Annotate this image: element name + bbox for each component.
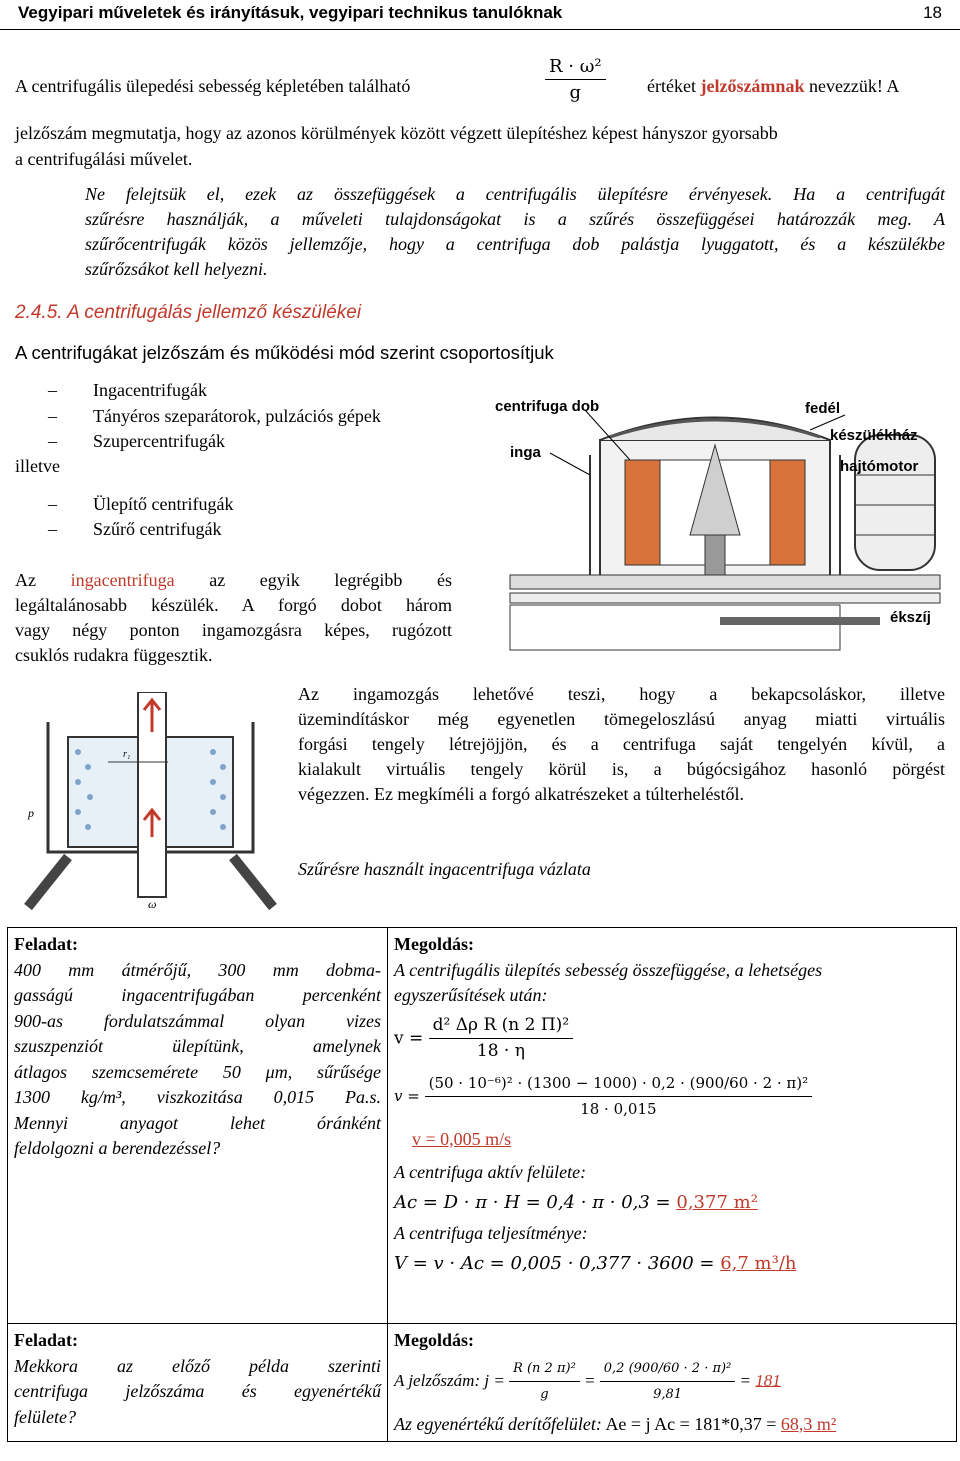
- list-connector: illetve: [15, 456, 60, 476]
- task1-text: 400 mm átmérőjű, 300 mm dobma- gasságú ingacentrifugában percenként 900-as fordulatszámmal olyan vizes szuszpenziót ülepítünk, amelynek átlagos szemcsemérete 50 μm, sűrűsége 1300 kg/m³, viszkozitása 0,015 Pa.s. Mennyi anyagot lehet óránként feldolgozni a berendezéssel?: [14, 959, 381, 1158]
- task1-cell: [8, 928, 388, 1324]
- result-velocity: v = 0,005 m/s: [412, 1128, 512, 1149]
- solution2-label: Megoldás:: [394, 1330, 474, 1350]
- performance-label: A centrifuga teljesítménye:: [394, 1223, 588, 1243]
- note-block: [85, 182, 945, 282]
- label-ekszij: ékszíj: [890, 609, 931, 626]
- label-dob: centrifuga dob: [495, 398, 600, 415]
- performance-formula: V = v · Ac = 0,005 · 0,377 · 3600 = 6,7 m³/h: [394, 1252, 797, 1274]
- label-fedel: fedél: [805, 400, 841, 417]
- page-header: [0, 0, 960, 30]
- list-item: – Ülepítő centrifugák: [48, 494, 234, 514]
- intro-line1: [15, 52, 945, 103]
- intro-text-mid: értéket jelzőszámnak nevezzük! A: [647, 76, 900, 96]
- jelzoszam-formula: A jelzőszám: j = $\frac{\text{R (n 2 π)²}}{g}$ = $\frac{\text{0,2 (900/60 · 2 · π)²}}{9,81}$ = 181: [394, 1356, 950, 1408]
- intro-fraction-den: g: [569, 82, 582, 103]
- centrifuge-figure: [490, 385, 955, 655]
- label-haz: készülékház: [830, 427, 918, 444]
- note-line: szűrésre használják, a műveleti tulajdonságokat is a szűrés összefüggései határozzák meg. A: [85, 209, 945, 229]
- task1-label: Feladat:: [14, 934, 78, 954]
- intro-line2: jelzőszám megmutatja, hogy az azonos körülmények között végzett ülepítéshez képest hányszor gyorsabb: [15, 123, 778, 143]
- task2-label: Feladat:: [14, 1330, 78, 1350]
- keyword-ingacentrifuga: ingacentrifuga: [70, 570, 175, 590]
- task2-cell: [8, 1324, 388, 1442]
- formula-velocity: v = $\frac{\text{d² Δρ R (n 2 Π)²}}{18 \cdot \eta}$: [394, 1013, 950, 1065]
- intro-fraction-num: R · ω²: [545, 54, 606, 80]
- page-number: 18: [923, 3, 942, 22]
- task-table: [7, 927, 957, 1442]
- intro-text-start: A centrifugális ülepedési sebesség képletében található: [15, 76, 411, 96]
- header-title: Vegyipari műveletek és irányításuk, vegyipari technikus tanulóknak: [18, 3, 563, 22]
- label-r: r₁: [123, 749, 131, 760]
- solution2-cell: [388, 1324, 957, 1442]
- keyword-jelzoszam: jelzőszámnak: [700, 76, 805, 96]
- pendulum-sketch: [8, 692, 288, 912]
- area-label: A centrifuga aktív felülete:: [394, 1162, 587, 1182]
- note-line: Ne felejtsük el, ezek az összefüggések a centrifugális ülepítésre érvényesek. Ha a centrifugát: [85, 184, 945, 204]
- section-subheading: A centrifugákat jelzőszám és működési mód szerint csoportosítjuk: [15, 342, 554, 363]
- area-formula: Ac = D · π · H = 0,4 · π · 0,3 = 0,377 m²: [394, 1191, 758, 1213]
- section-heading: 2.4.5. A centrifugálás jellemző készülékei: [15, 302, 362, 323]
- list-item: – Szupercentrifugák: [48, 431, 225, 451]
- label-motor: hajtómotor: [840, 458, 919, 475]
- list-item: – Tányéros szeparátorok, pulzációs gépek: [48, 406, 381, 426]
- label-inga: inga: [510, 444, 541, 461]
- equivalent-area: Az egyenértékű derítőfelület: Ae = j Ac = 181*0,37 = 68,3 m²: [394, 1413, 837, 1434]
- intro-fraction: [545, 54, 606, 105]
- list-item: – Szűrő centrifugák: [48, 519, 222, 539]
- label-omega: ω: [148, 897, 157, 911]
- note-line: szűrőzsákot kell helyezni.: [85, 259, 268, 279]
- inga-paragraph-2: Az ingamozgás lehetővé teszi, hogy a bekapcsoláskor, illetve üzemindításkor még egyenetlen tömegeloszlású anyag miatti virtuális forgási tengely létrejöjjön, és a centrifuga saját tengelyén kívül, a kialakult virtuális tengely körül is, a búgócsigához hasonló pörgést végezzen. Ez megkíméli a forgó alkatrészeket a túlterheléstől.: [298, 684, 945, 804]
- note-line: szűrőcentrifugák közös jellemzője, hogy a centrifuga dob palástja lyuggatott, és a készülékbe: [85, 234, 945, 254]
- intro-line3: a centrifugálási művelet.: [15, 149, 193, 169]
- solution1-intro: A centrifugális ülepítés sebesség összefüggése, a lehetséges egyszerűsítések után:: [394, 959, 823, 1005]
- task2-text: Mekkora az előző példa szerinti centrifuga jelzőszáma és egyenértékű felülete?: [14, 1355, 381, 1427]
- inga-paragraph: Az ingacentrifuga az egyik legrégibb és legáltalánosabb készülék. A forgó dobot három vagy négy ponton ingamozgásra képes, rugózott csuklós rudakra függesztik.: [15, 570, 453, 665]
- figure-caption: Szűrésre használt ingacentrifuga vázlata: [298, 859, 591, 879]
- solution1-label: Megoldás:: [394, 934, 474, 954]
- label-p: p: [28, 806, 34, 820]
- list-item: – Ingacentrifugák: [48, 380, 207, 400]
- solution1-cell: [388, 928, 957, 1324]
- formula-velocity-numeric: v = $\frac{\text{(50 · 10⁻⁶)² · (1300 − 1000) · 0,2 · (900/60 · 2 · π)²}}{18 \cdot 0,015}$: [394, 1071, 950, 1123]
